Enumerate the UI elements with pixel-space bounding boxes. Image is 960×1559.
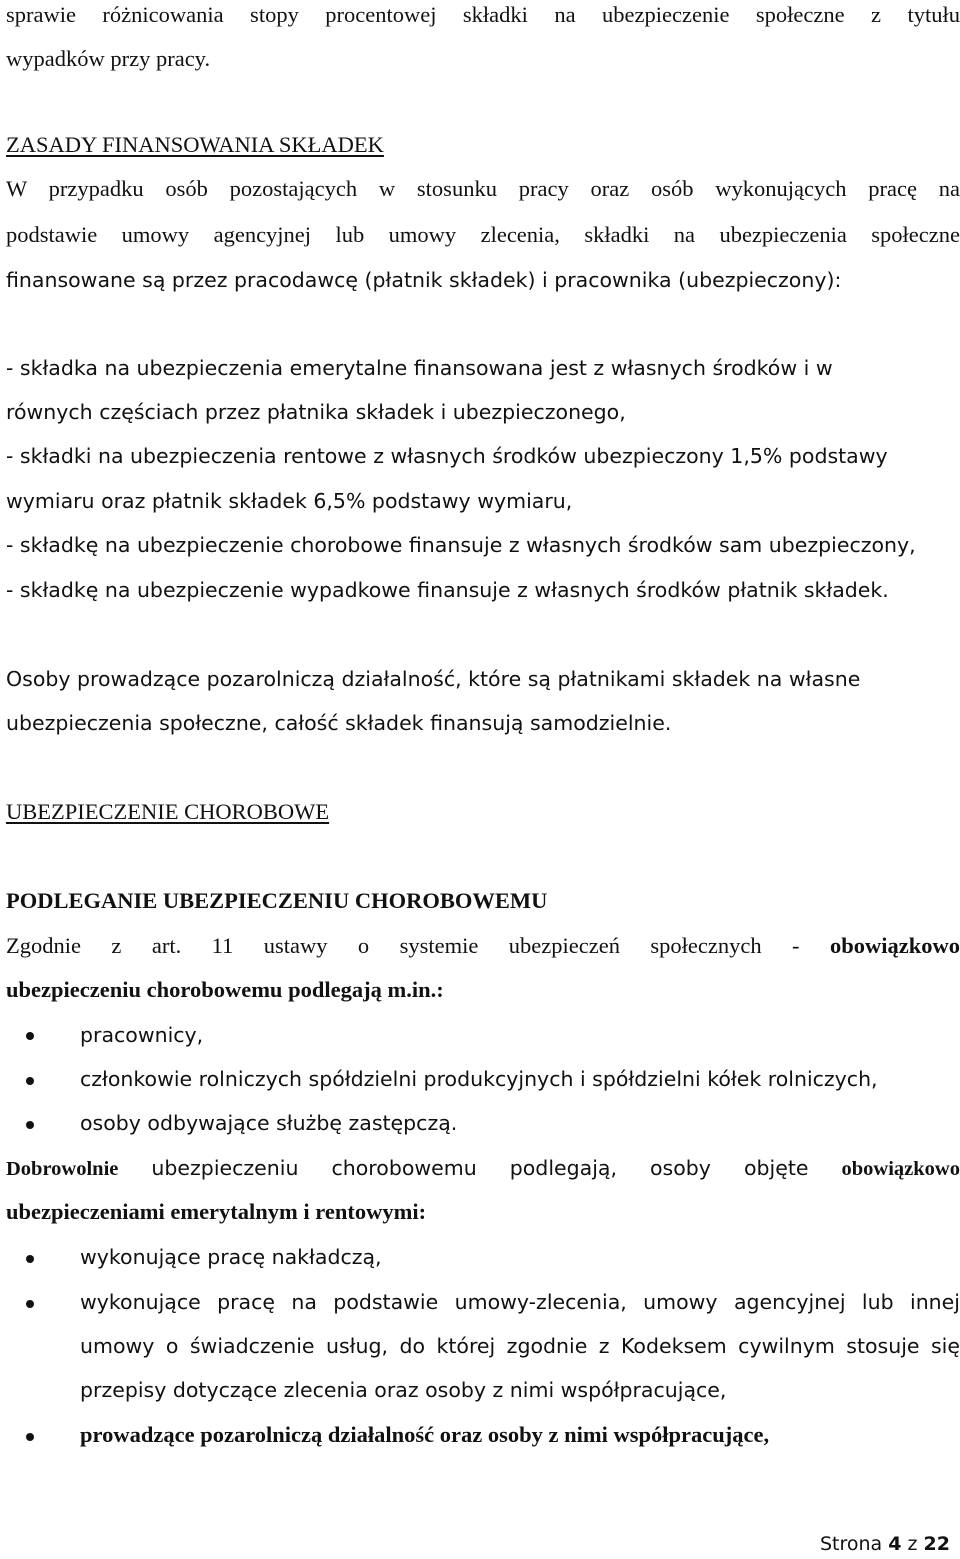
voluntary-bold-2: obowiązkowo [841, 1158, 960, 1180]
financing-list-line-5: - składkę na ubezpieczenie chorobowe finansuje z własnych środków sam ubezpieczony, [6, 533, 916, 557]
intro-line-2: wypadków przy pracy. [6, 46, 211, 71]
voluntary-item-2-line-1: wykonujące pracę na podstawie umowy-zlecenia, umowy agencyjnej lub innej [80, 1290, 960, 1314]
financing-para-line-2: podstawie umowy agencyjnej lub umowy zlecenia, składki na ubezpieczenia społeczne [6, 222, 960, 247]
bullet-icon [26, 1300, 34, 1308]
mandatory-line-2: ubezpieczeniu chorobowemu podlegają m.in.: [6, 977, 444, 1002]
voluntary-item-2-line-2: umowy o świadczenie usług, do której zgodnie z Kodeksem cywilnym stosuje się [80, 1334, 960, 1358]
financing-para-line-3: finansowane są przez pracodawcę (płatnik składek) i pracownika (ubezpieczony): [6, 268, 842, 292]
voluntary-line-1 [6, 1153, 960, 1184]
financing-list-line-4: wymiaru oraz płatnik składek 6,5% podstawy wymiaru, [6, 489, 573, 513]
voluntary-bold-1: Dobrowolnie [6, 1158, 119, 1180]
mandatory-item-3: osoby odbywające służbę zastępczą. [80, 1111, 458, 1135]
voluntary-item-1: wykonujące pracę nakładczą, [80, 1245, 382, 1269]
page-of: z [907, 1533, 918, 1555]
financing-list-line-3: - składki na ubezpieczenia rentowe z własnych środków ubezpieczony 1,5% podstawy [6, 444, 888, 468]
financing-list-line-6: - składkę na ubezpieczenie wypadkowe finansuje z własnych środków płatnik składek. [6, 578, 889, 602]
financing-para-line-1: W przypadku osób pozostających w stosunku pracy oraz osób wykonujących pracę na [6, 176, 960, 201]
page-label: Strona [819, 1533, 883, 1555]
bullet-icon [26, 1032, 34, 1040]
bullet-icon [26, 1255, 34, 1263]
intro-line-1: sprawie różnicowania stopy procentowej składki na ubezpieczenie społeczne z tytułu [6, 2, 960, 27]
mandatory-line-1 [6, 931, 960, 961]
bullet-icon [26, 1121, 34, 1129]
page-current: 4 [888, 1533, 902, 1555]
self-employed-line-1: Osoby prowadzące pozarolniczą działalność, które są płatnikami składek na własne [6, 667, 861, 691]
bullet-icon [26, 1433, 34, 1441]
mandatory-item-1: pracownicy, [80, 1023, 204, 1047]
financing-list-line-1: - składka na ubezpieczenia emerytalne finansowana jest z własnych środków i w [6, 356, 833, 380]
page-number-footer [820, 1532, 950, 1556]
sickness-subheading: PODLEGANIE UBEZPIECZENIU CHOROBOWEMU [6, 888, 548, 913]
voluntary-item-3: prowadzące pozarolniczą działalność oraz osoby z nimi współpracujące, [80, 1422, 770, 1447]
financing-list-line-2: równych częściach przez płatnika składek i ubezpieczonego, [6, 400, 626, 424]
voluntary-item-2-line-3: przepisy dotyczące zlecenia oraz osoby z nimi współpracujące, [80, 1378, 727, 1402]
mandatory-bold-1: obowiązkowo [829, 933, 960, 958]
mandatory-prefix: Zgodnie z art. 11 ustawy o systemie ubezpieczeń społecznych - [6, 933, 830, 958]
financing-heading: ZASADY FINANSOWANIA SKŁADEK [6, 132, 384, 157]
sickness-heading: UBEZPIECZENIE CHOROBOWE [6, 799, 330, 824]
mandatory-item-2: członkowie rolniczych spółdzielni produkcyjnych i spółdzielni kółek rolniczych, [80, 1067, 878, 1091]
self-employed-line-2: ubezpieczenia społeczne, całość składek finansują samodzielnie. [6, 711, 672, 735]
voluntary-middle: ubezpieczeniu chorobowemu podlegają, osoby objęte [118, 1156, 842, 1180]
bullet-icon [26, 1077, 34, 1085]
page-total: 22 [923, 1533, 950, 1555]
voluntary-line-2: ubezpieczeniami emerytalnym i rentowymi: [6, 1199, 427, 1224]
